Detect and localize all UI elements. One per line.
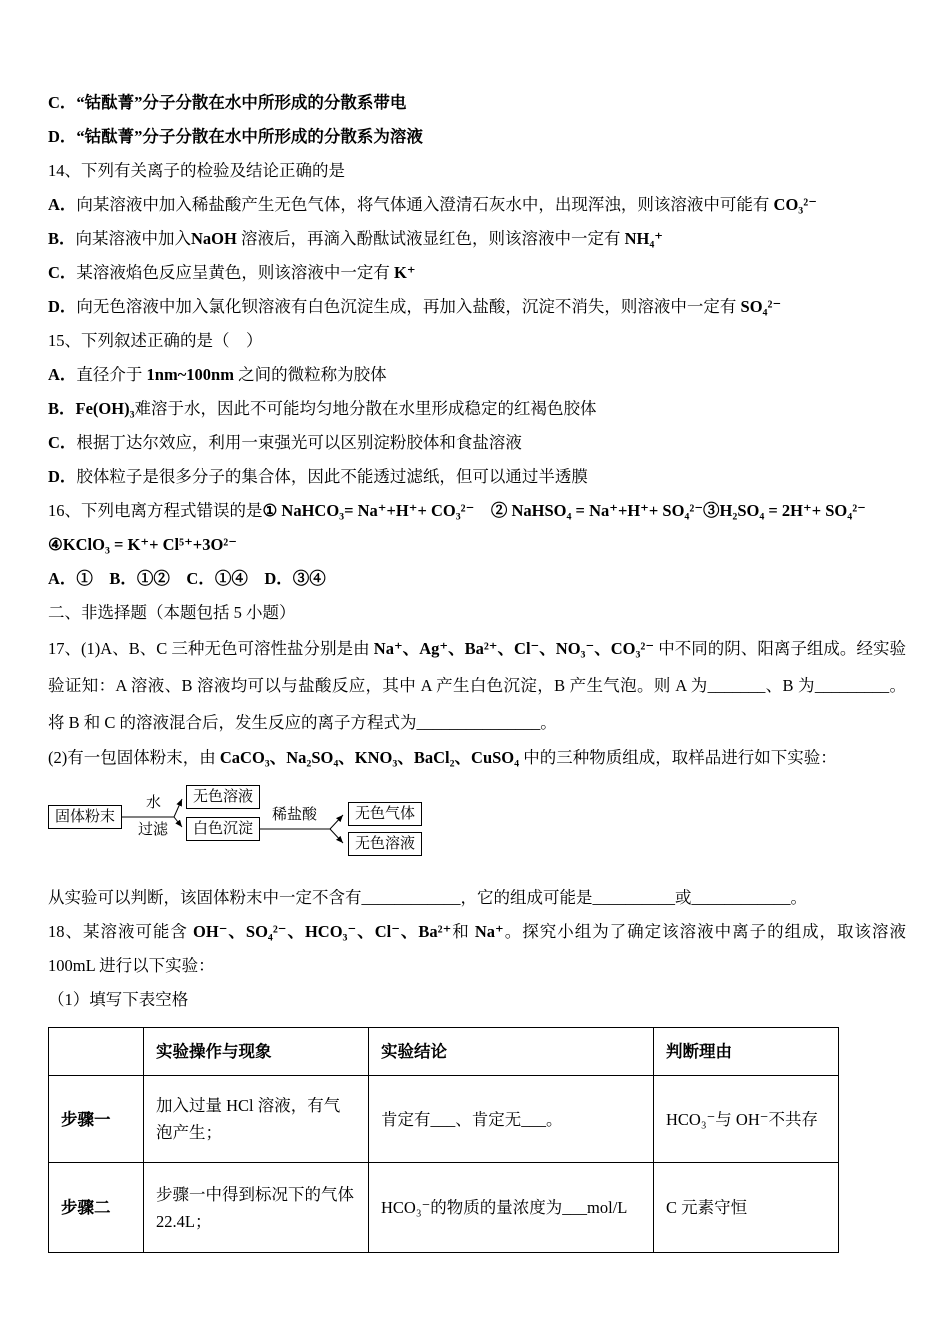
q15-option-c: C．根据丁达尔效应，利用一束强光可以区别淀粉胶体和食盐溶液 (48, 433, 522, 452)
q18-row1-operation: 加入过量 HCl 溶液，有气泡产生； (144, 1076, 369, 1163)
q14-option-a: A．向某溶液中加入稀盐酸产生无色气体，将气体通入澄清石灰水中，出现浑浊，则该溶液中可能有 CO₃²⁻ (48, 195, 817, 214)
q18-row2-reason: C 元素守恒 (654, 1163, 839, 1253)
q18-row2-operation: 步骤一中得到标况下的气体 22.4L； (144, 1163, 369, 1253)
q16-equation-4: ④KClO₃ = K⁺+ Cl⁵⁺+3O²⁻ (48, 535, 237, 554)
q14-option-c: C．某溶液焰色反应呈黄色，则该溶液中一定有 K⁺ (48, 263, 416, 282)
flow-box-white-precipitate: 白色沉淀 (186, 817, 260, 841)
section2-header: 二、非选择题（本题包括 5 小题） (48, 603, 296, 622)
q17-part2: (2)有一包固体粉末，由 CaCO₃、Na₂SO₄、KNO₃、BaCl₂、CuSO₄ 中的三种物质组成，取样品进行如下实验： (48, 748, 837, 767)
q13-option-d: D．“钴酞菁”分子分散在水中所形成的分散系为溶液 (48, 127, 423, 146)
table-row (49, 1163, 839, 1253)
flow-box-colorless-solution-2: 无色溶液 (348, 832, 422, 856)
q18-table-header-row (49, 1028, 839, 1076)
q15-option-b: B．Fe(OH)₃难溶于水，因此不可能均匀地分散在水里形成稳定的红褐色胶体 (48, 399, 597, 418)
flow-box-solid-powder: 固体粉末 (48, 805, 122, 829)
q18-row2-conclusion: HCO₃⁻的物质的量浓度为___mol/L (369, 1163, 654, 1253)
q14-option-b: B．向某溶液中加入NaOH 溶液后，再滴入酚酞试液显红色，则该溶液中一定有 NH₄⁺ (48, 229, 664, 248)
q18-table-header-conclusion: 实验结论 (369, 1028, 654, 1076)
q18-stem: 18、某溶液可能含 OH⁻、SO₄²⁻、HCO₃⁻、Cl⁻、Ba²⁺和 Na⁺。探究小组为了确定该溶液中离子的组成，取该溶液 100mL 进行以下实验： (48, 922, 907, 975)
flow-label-dilute-hcl: 稀盐酸 (272, 807, 318, 823)
flow-label-water: 水 (146, 795, 162, 811)
flow-arrows-graphic (48, 781, 528, 877)
q18-table-header-blank (49, 1028, 144, 1076)
q17-part1: 17、(1)A、B、C 三种无色可溶性盐分别是由 Na⁺、Ag⁺、Ba²⁺、Cl⁻、NO₃⁻、CO₃²⁻ 中不同的阴、阳离子组成。经实验验证知：A 溶液、B 溶液均可以与盐酸反应，其中 A 产生白色沉淀，B 产生气泡。则 A 为_______、B 为_________。将 B 和 C 的溶液混合后，发生反应的离子方程式为_______________。 (48, 639, 906, 732)
table-row (49, 1076, 839, 1163)
flow-label-filter: 过滤 (138, 822, 169, 838)
q15-option-a: A．直径介于 1nm~100nm 之间的微粒称为胶体 (48, 365, 387, 384)
q16-options: A．① B．①② C．①④ D．③④ (48, 569, 326, 588)
q13-option-c: C．“钴酞菁”分子分散在水中所形成的分散系带电 (48, 93, 407, 112)
q18-table-header-operation: 实验操作与现象 (144, 1028, 369, 1076)
q15-stem: 15、下列叙述正确的是（ ） (48, 331, 263, 350)
q18-row1-reason: HCO₃⁻与 OH⁻不共存 (654, 1076, 839, 1163)
q14-option-d: D．向无色溶液中加入氯化钡溶液有白色沉淀生成，再加入盐酸，沉淀不消失，则溶液中一定有 SO₄²⁻ (48, 297, 782, 316)
q18-row1-conclusion: 肯定有___、肯定无___。 (369, 1076, 654, 1163)
q18-table (48, 1027, 839, 1253)
q17-conclusion: 从实验可以判断，该固体粉末中一定不含有____________，它的组成可能是__________或____________。 (48, 888, 807, 907)
q16-stem: 16、下列电离方程式错误的是① NaHCO₃= Na⁺+H⁺+ CO₃²⁻ ② NaHSO₄ = Na⁺+H⁺+ SO₄²⁻③H₂SO₄ = 2H⁺+ SO₄²⁻ (48, 501, 866, 520)
experiment-flowchart (48, 781, 528, 877)
q18-sub1: （1）填写下表空格 (48, 990, 189, 1009)
q18-row1-label: 步骤一 (49, 1076, 144, 1163)
flow-box-colorless-gas: 无色气体 (348, 802, 422, 826)
flow-box-colorless-solution-1: 无色溶液 (186, 785, 260, 809)
q15-option-d: D．胶体粒子是很多分子的集合体，因此不能透过滤纸，但可以通过半透膜 (48, 467, 588, 486)
q18-row2-label: 步骤二 (49, 1163, 144, 1253)
q14-stem: 14、下列有关离子的检验及结论正确的是 (48, 161, 345, 180)
q18-table-header-reason: 判断理由 (654, 1028, 839, 1076)
